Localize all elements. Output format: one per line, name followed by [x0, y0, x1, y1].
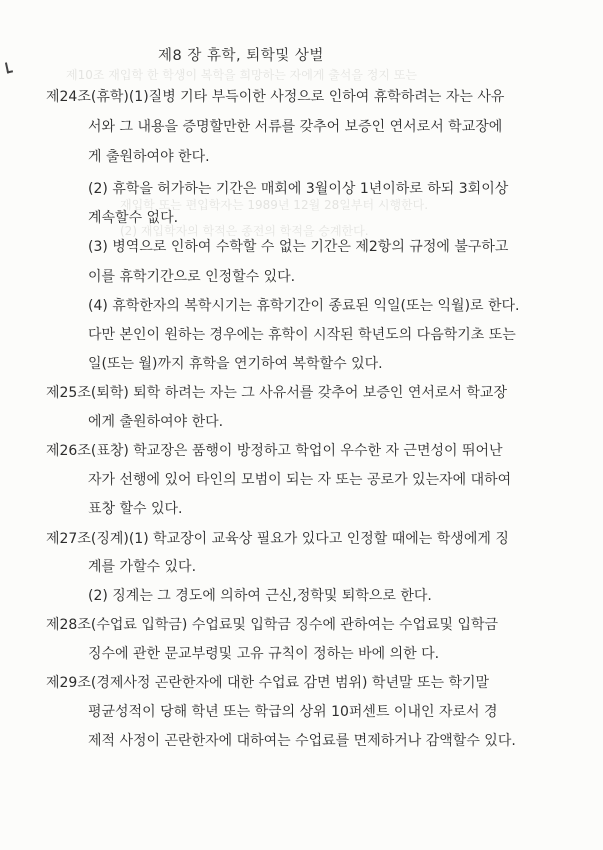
article-26-line: 표창 할수 있다.: [88, 501, 183, 517]
article-24-line: (4) 휴학한자의 복학시기는 휴학기간이 종료된 익일(또는 익월)로 한다.: [88, 298, 520, 314]
article-24-line: 일(또는 월)까지 휴학을 연기하여 복학할수 있다.: [88, 356, 383, 372]
article-24-line: 계속할수 없다.: [88, 210, 179, 226]
article-26-line: 제26조(표창) 학교장은 품행이 방정하고 학업이 우수한 자 근면성이 뛰어난: [46, 443, 503, 459]
article-29-line: 평균성적이 당해 학년 또는 학급의 상위 10퍼센트 이내인 자로서 경: [88, 704, 498, 720]
article-27-line: (2) 징계는 그 경도에 의하여 근신,정학및 퇴학으로 한다.: [88, 588, 432, 604]
article-25-line: 에게 출원하여야 한다.: [88, 414, 224, 430]
article-27-line: 계를 가할수 있다.: [88, 559, 197, 575]
article-24-line: 게 출원하여야 한다.: [88, 149, 210, 165]
article-27-line: 제27조(징계)(1) 학교장이 교육상 필요가 있다고 인정할 때에는 학생에게 징: [46, 531, 509, 547]
article-25-line: 제25조(퇴학) 퇴학 하려는 자는 그 사유서를 갖추어 보증인 연서로서 학교장: [46, 385, 507, 401]
pen-mark: [5, 61, 13, 73]
article-24-line: (2) 휴학을 허가하는 기간은 매회에 3월이상 1년이하로 하되 3회이상: [88, 181, 509, 197]
article-24-line: 제24조(휴학)(1)질병 기타 부득이한 사정으로 인하여 휴학하려는 자는 사유: [46, 89, 505, 105]
bleed-through-line: 제10조 재입학 한 학생이 복학을 희망하는 자에게 출석을 정지 또는: [66, 68, 417, 82]
bleed-through-line: 재입학 또는 편입학자는 1989년 12월 28일부터 시행한다.: [120, 198, 429, 212]
bleed-through-line: (2) 재입학자의 학적은 종전의 학적을 승계한다.: [120, 224, 369, 238]
article-24-line: (3) 병역으로 인하여 수학할 수 없는 기간은 제2항의 규정에 불구하고: [88, 239, 509, 255]
article-28-line: 징수에 관한 문교부령및 고유 규칙이 정하는 바에 의한 다.: [88, 646, 440, 662]
article-24-line: 서와 그 내용을 증명할만한 서류를 갖추어 보증인 연서로서 학교장에: [88, 119, 503, 135]
article-29-line: 제29조(경제사정 곤란한자에 대한 수업료 감면 범위) 학년말 또는 학기말: [46, 675, 490, 691]
article-24-line: 다만 본인이 원하는 경우에는 휴학이 시작된 학년도의 다음학기초 또는: [88, 327, 516, 343]
article-24-line: 이를 휴학기간으로 인정할수 있다.: [88, 269, 296, 285]
article-28-line: 제28조(수업료 입학금) 수업료및 입학금 징수에 관하여는 수업료및 입학금: [46, 617, 499, 633]
article-26-line: 자가 선행에 있어 타인의 모범이 되는 자 또는 공로가 있는자에 대하여: [88, 472, 512, 488]
chapter-heading: 제8 장 휴학, 퇴학및 상벌: [158, 48, 324, 64]
article-29-line: 제적 사정이 곤란한자에 대하여는 수업료를 면제하거나 감액할수 있다.: [88, 733, 516, 749]
